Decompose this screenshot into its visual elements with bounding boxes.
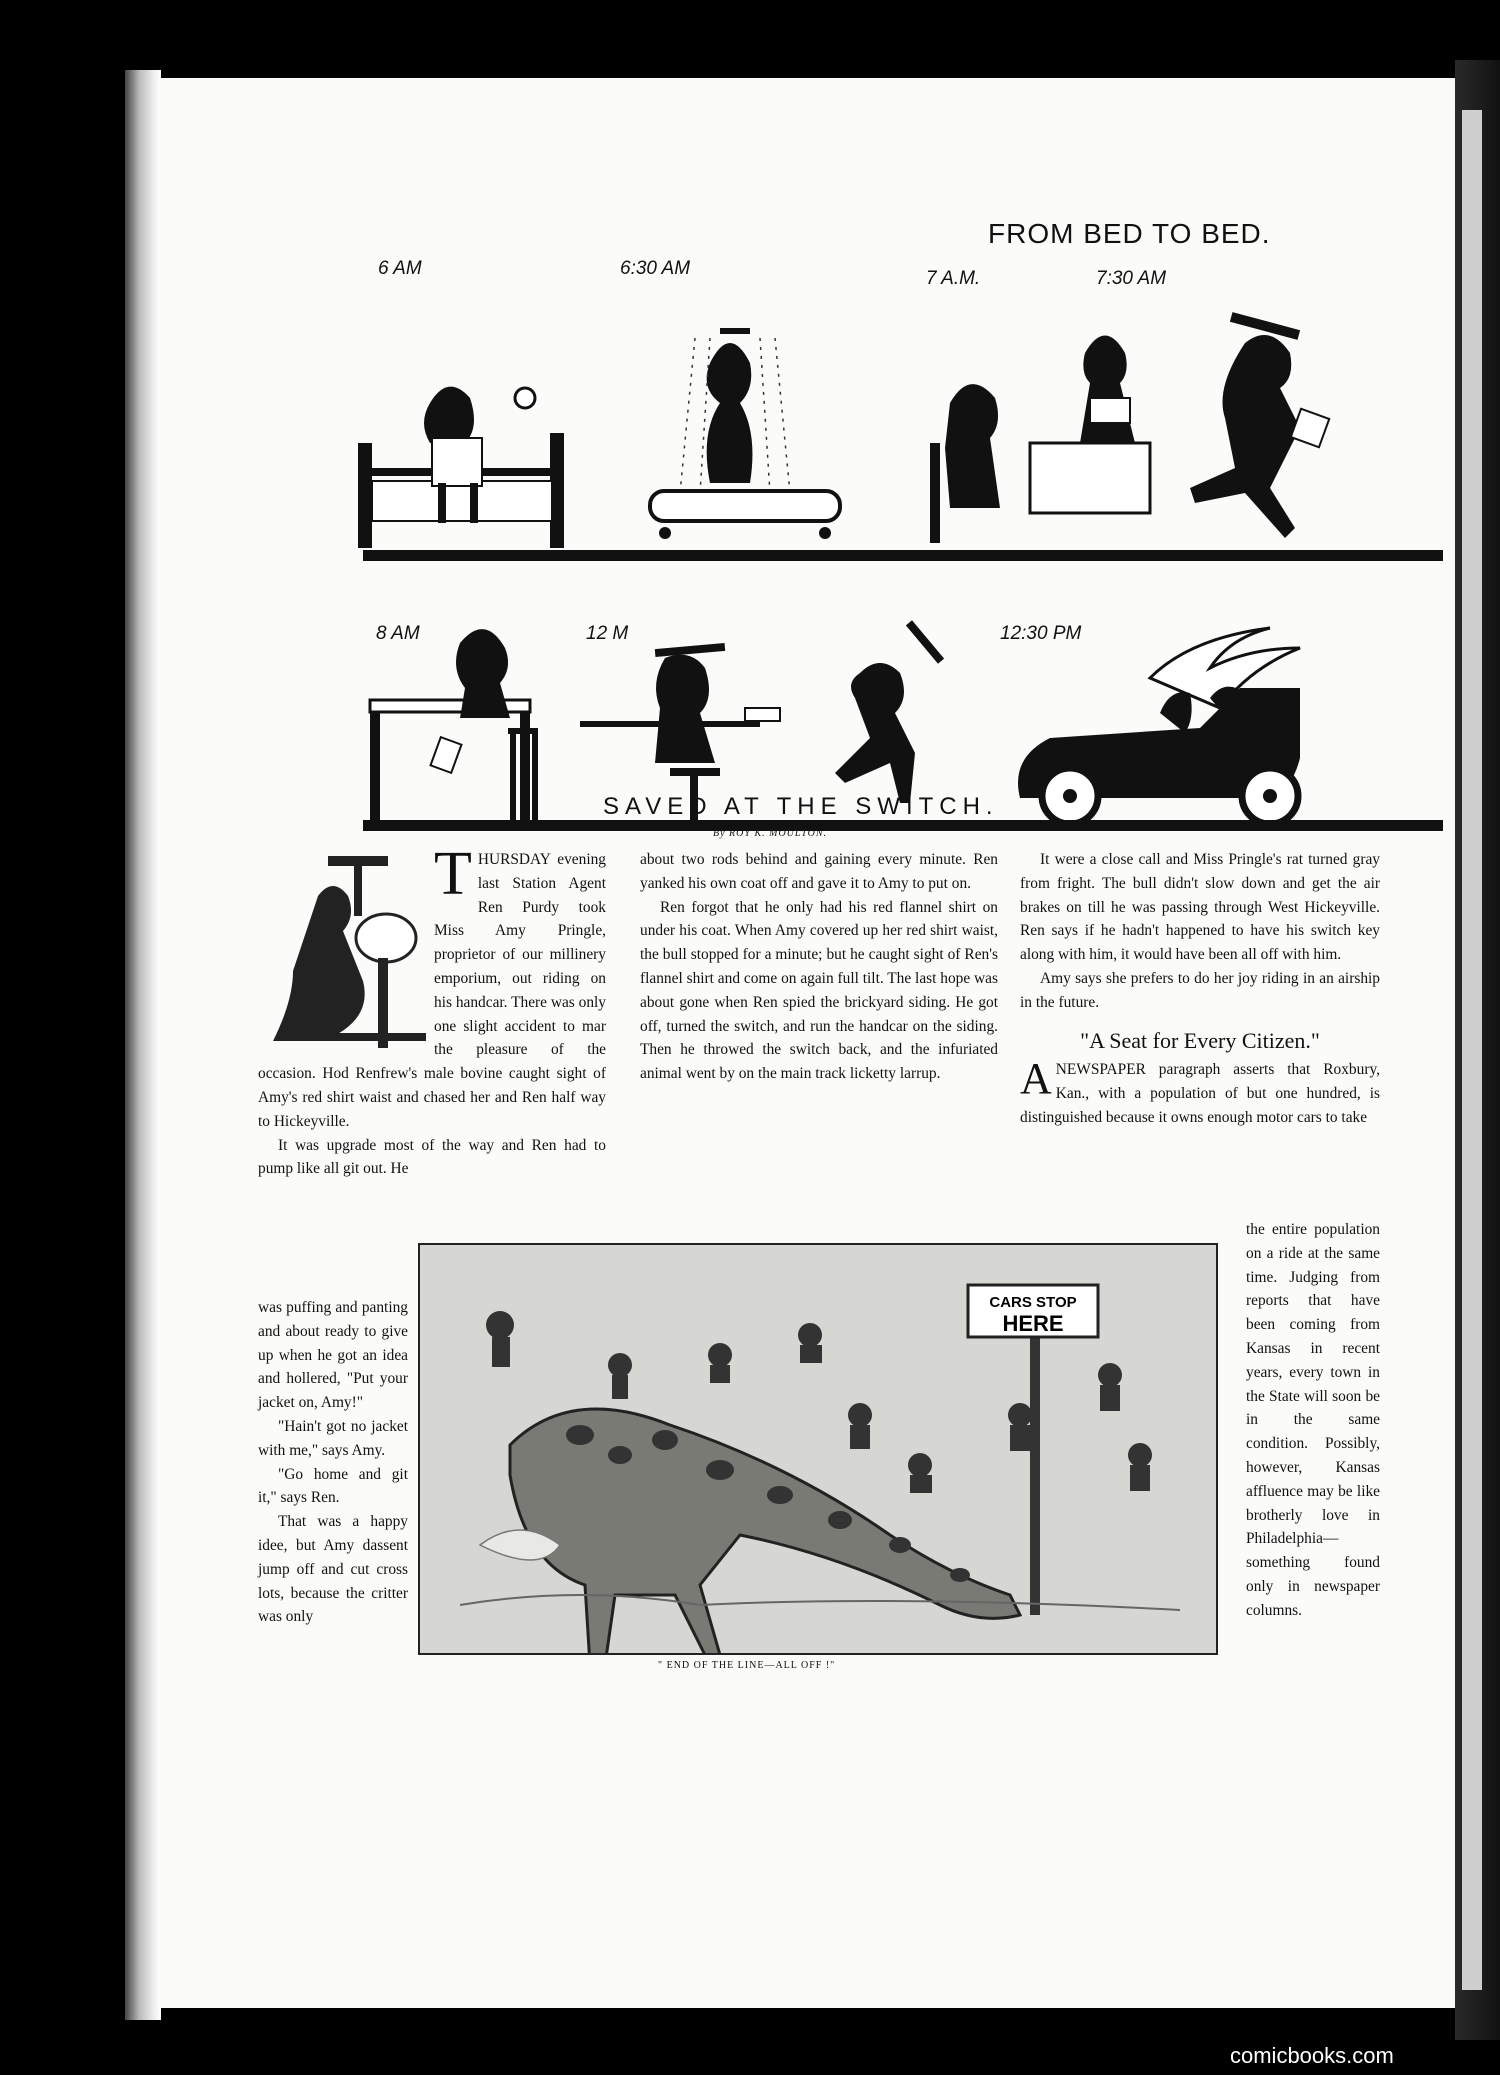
time-label-8am: 8 AM (376, 623, 420, 644)
story-col3-paragraph-2: Amy says she prefers to do her joy riding in an airship in the future. (1020, 969, 1380, 1011)
time-label-7am: 7 A.M. (926, 268, 981, 289)
tripping-man-icon (835, 620, 944, 803)
story-col2-paragraph-1: about two rods behind and gaining every minute. Ren yanked his own coat off and gave it to Amy to put on. (640, 851, 998, 892)
strip-row1-illustration (350, 293, 1430, 548)
story-byline: By ROY K. MOULTON. (713, 828, 828, 839)
story-col2-paragraph-2: Ren forgot that he only had his red flannel shirt on under his coat. When Amy covered up her red shirt waist, the bull stopped for a minute; but he caught sight of Ren's flannel shirt and come on again full tilt. The last hope was about gone when Ren spied the brickyard siding. He got off, turned the switch, and run the handcar on the siding. Then he throwed the switch back, and the infuriated animal went by on the main track licketty larrup. (640, 898, 998, 1083)
bath-scene-icon (650, 328, 840, 539)
seat-paragraph-cont: the entire population on a ride at the same time. Judging from reports that have been coming from Kansas in recent years, every town in the State will soon be in the same condition. Possibly, however, Kansas affluence may be like brotherly love in Philadelphia—something found only in newspaper columns. (1246, 1221, 1380, 1619)
story-col1-paragraph-5: That was a happy idee, but Amy dassent jump off and cut cross lots, because the critter was only (258, 1513, 408, 1626)
seat-paragraph-top: NEWSPAPER paragraph asserts that Roxbury, Kan., with a population of but one hundred, is distinguished because it owns enough motor cars to take (1020, 1061, 1380, 1126)
story-col1-paragraph-3: "Hain't got no jacket with me," says Amy. (258, 1417, 408, 1459)
seat-section-title: "A Seat for Every Citizen." (1080, 1027, 1320, 1053)
story-col1-paragraph-4: "Go home and git it," says Ren. (258, 1465, 408, 1507)
book-spine (125, 70, 161, 2020)
story-col1-paragraph-2-cont: was puffing and panting and about ready to give up when he got an idea and hollered, "Put your jacket on, Amy!" (258, 1299, 408, 1412)
story-column-1 (258, 840, 606, 1181)
story-col1-paragraph-1: HURSDAY evening last Station Agent Ren Purdy took Miss Amy Pringle, proprietor of our millinery emporium, out riding on his handcar. There was only one slight accident to mar the pleasure of the occasion. Hod Renfrew's male bovine caught sight of Amy's red shirt waist and chased her and Ren half way to Hickeyville. (258, 851, 606, 1130)
story-col1-paragraph-2: It was upgrade most of the way and Ren had to pump like all git out. He (258, 1136, 606, 1178)
dropcap-t: T (434, 840, 472, 908)
giraffe-cartoon (418, 1243, 1218, 1655)
time-label-630am: 6:30 AM (620, 258, 691, 279)
time-label-6am: 6 AM (378, 258, 422, 279)
time-label-12m: 12 M (586, 623, 629, 644)
strip-row2-ground-rule (363, 820, 1443, 831)
breakfast-scene-icon (930, 336, 1150, 544)
desk-scene-icon (370, 629, 538, 823)
motor-car-icon (1018, 628, 1300, 823)
seat-column-narrow (1246, 1218, 1380, 1623)
facing-page-strip (1462, 110, 1482, 1990)
story-col3-paragraph-1: It were a close call and Miss Pringle's rat turned gray from fright. The bull didn't slow down and get the air brakes on till he was passing through West Hickeyville. Ren says if he hadn't happened to have his switch key along with him, it would have been all off with him. (1020, 851, 1380, 964)
woman-on-handcar-icon (258, 848, 426, 1053)
story-column-3 (1020, 848, 1380, 1130)
strip-row1-ground-rule (363, 550, 1443, 561)
sign-line-2: HERE (1002, 1311, 1064, 1336)
time-label-1230pm: 12:30 PM (1000, 623, 1082, 644)
story-title: SAVED AT THE SWITCH. (603, 793, 999, 820)
cartoon-caption: " END OF THE LINE—ALL OFF !" (658, 1660, 836, 1671)
story-column-1-narrow (258, 1296, 408, 1629)
strip-title: FROM BED TO BED. (988, 218, 1271, 249)
time-label-730am: 7:30 AM (1096, 268, 1167, 289)
giraffe-with-monkeys-icon (420, 1245, 1216, 1653)
handcar-woman-illustration (258, 848, 426, 1053)
bed-scene-icon (358, 387, 564, 548)
story-column-2 (640, 848, 998, 1086)
seat-big-a: A (1020, 1054, 1052, 1104)
site-watermark: comicbooks.com (1230, 2043, 1394, 2068)
sign-line-1: CARS STOP (989, 1294, 1077, 1311)
magazine-page (158, 78, 1455, 2008)
running-man-icon (1190, 312, 1329, 538)
